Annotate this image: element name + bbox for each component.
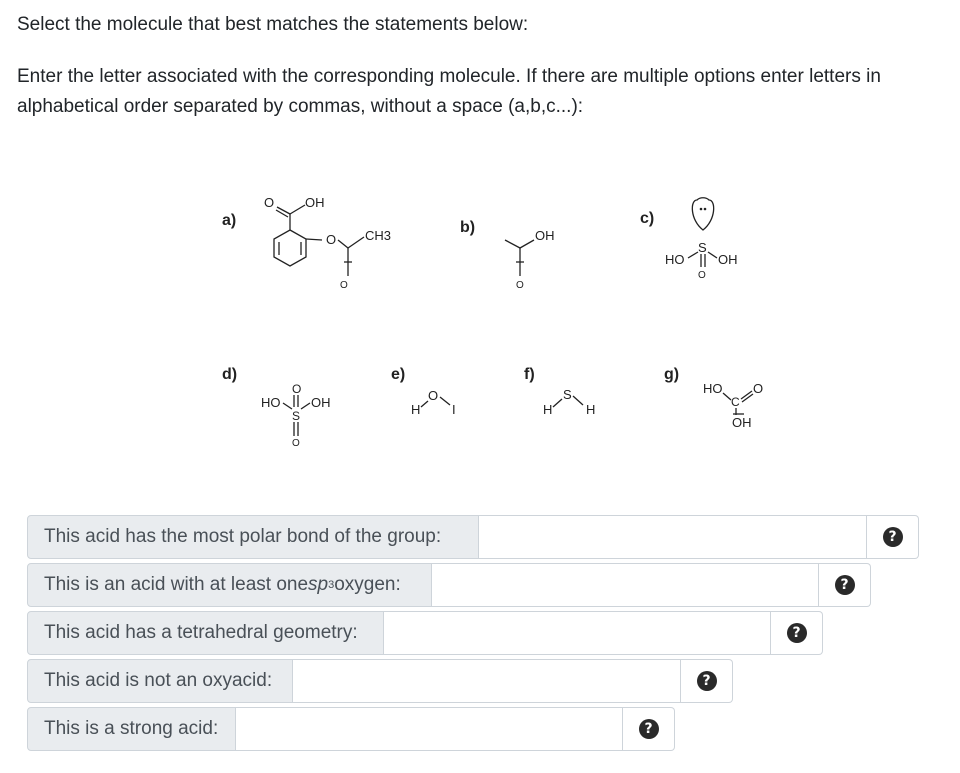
statement-row-4: [27, 659, 733, 703]
svg-text:OH: OH: [718, 252, 738, 267]
question-intro: Select the molecule that best matches the statements below:: [17, 14, 529, 35]
answer-input-3[interactable]: [384, 611, 771, 655]
svg-text:e): e): [391, 366, 406, 383]
svg-text:S: S: [698, 240, 707, 255]
svg-text:OH: OH: [311, 395, 331, 410]
statement-label-5: This is a strong acid:: [27, 707, 236, 751]
question-circle-icon: ?: [639, 719, 659, 739]
statement-row-5: [27, 707, 675, 751]
statement-label-2-end: oxygen:: [334, 574, 401, 595]
svg-text:H: H: [411, 402, 421, 417]
molecules-figure: [0, 180, 960, 460]
answer-input-1[interactable]: [479, 515, 867, 559]
help-button-2[interactable]: [819, 563, 871, 607]
svg-text:OH: OH: [535, 228, 555, 243]
svg-text:O: O: [326, 232, 337, 247]
molecule-g: [664, 366, 763, 430]
molecule-a: [222, 195, 391, 291]
svg-text:O: O: [428, 388, 439, 403]
svg-text:O: O: [753, 381, 764, 396]
molecule-d: [222, 366, 331, 449]
molecule-e: [391, 366, 456, 417]
question-circle-icon: ?: [835, 575, 855, 595]
svg-text:c): c): [640, 210, 655, 227]
svg-text:O: O: [698, 270, 706, 281]
statement-label-2-start: This is an acid with at least one: [44, 574, 309, 595]
svg-text:HO: HO: [665, 252, 685, 267]
question-circle-icon: ?: [697, 671, 717, 691]
svg-text:CH3: CH3: [365, 228, 392, 243]
answer-input-4[interactable]: [293, 659, 681, 703]
svg-text:O: O: [340, 280, 348, 291]
sp-notation: sp: [308, 574, 329, 595]
svg-text:S: S: [563, 387, 572, 402]
answer-input-5[interactable]: [236, 707, 623, 751]
statement-row-1: [27, 515, 919, 559]
statement-label-1: This acid has the most polar bond of the group:: [27, 515, 479, 559]
svg-text:OH: OH: [305, 195, 325, 210]
help-button-3[interactable]: [771, 611, 823, 655]
statement-row-3: [27, 611, 823, 655]
svg-text:O: O: [516, 280, 524, 291]
question-instructions: Enter the letter associated with the corresponding molecule. If there are multiple options enter letters in alphabetical order separated by commas, without a space (a,b,c...):: [17, 66, 881, 117]
svg-text:a): a): [222, 212, 237, 229]
help-button-5[interactable]: [623, 707, 675, 751]
svg-text:OH: OH: [732, 415, 752, 430]
svg-text:f): f): [524, 366, 535, 383]
svg-text:b): b): [460, 219, 476, 236]
help-button-1[interactable]: [867, 515, 919, 559]
svg-text:d): d): [222, 366, 238, 383]
help-button-4[interactable]: [681, 659, 733, 703]
sp-superscript: 3: [328, 579, 335, 591]
svg-text:H: H: [586, 402, 596, 417]
svg-text:H: H: [543, 402, 553, 417]
molecule-f: [524, 366, 595, 417]
svg-text:O: O: [292, 438, 300, 449]
svg-text:g): g): [664, 366, 680, 383]
question-circle-icon: ?: [883, 527, 903, 547]
molecule-b: [460, 219, 555, 291]
svg-text:HO: HO: [703, 381, 723, 396]
molecule-options: [0, 180, 960, 460]
statement-label-2: [27, 563, 432, 607]
statement-label-4: This acid is not an oxyacid:: [27, 659, 293, 703]
statement-label-3: This acid has a tetrahedral geometry:: [27, 611, 384, 655]
svg-text:O: O: [292, 382, 302, 396]
statement-row-2: [27, 563, 871, 607]
svg-text:HO: HO: [261, 395, 281, 410]
svg-text:O: O: [264, 195, 275, 210]
svg-text:S: S: [292, 409, 301, 423]
question-circle-icon: ?: [787, 623, 807, 643]
svg-text:C: C: [731, 395, 740, 409]
svg-text:I: I: [452, 402, 456, 417]
answer-input-2[interactable]: [432, 563, 819, 607]
molecule-c: [640, 198, 738, 281]
